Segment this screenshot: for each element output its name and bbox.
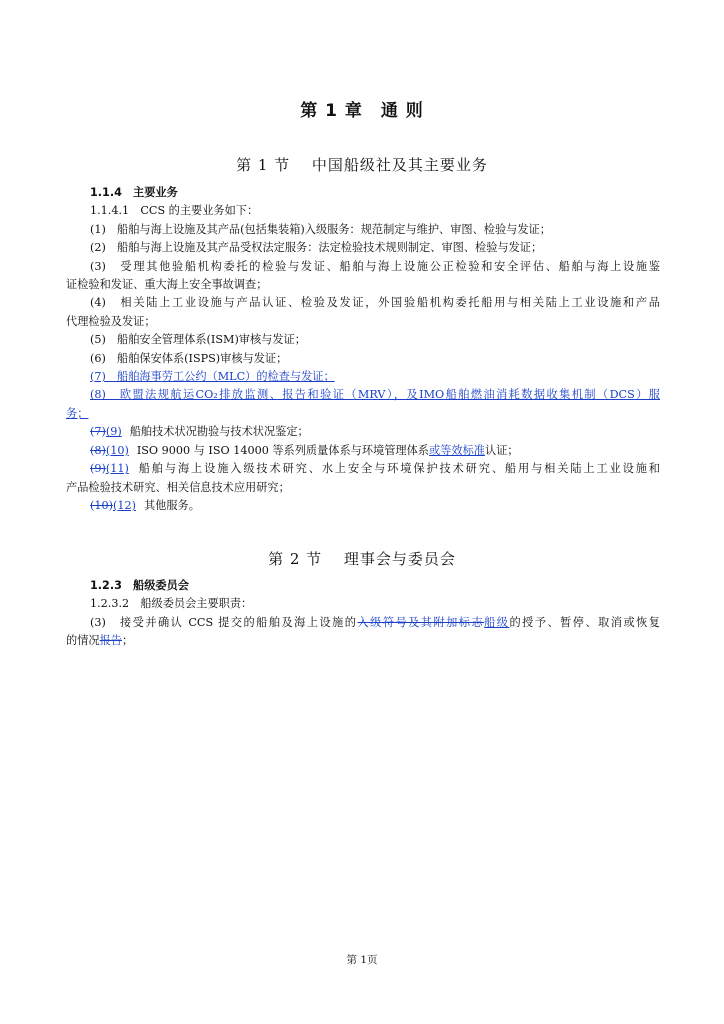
item-10 [66,442,660,460]
s2-item-3-line-2 [66,632,660,650]
item-2: (2) 船舶与海上设施及其产品受权法定服务：法定检验技术规则制定、审图、检验与发证； [90,241,543,255]
item-3-line-1: (3) 受理其他验船机构委托的检验与发证、船舶与海上设施公正检验和安全评估、船舶与海上设施鉴 [90,259,660,273]
s2-item-3-text-2: 的授予、暂停、取消或恢复 [509,615,660,629]
item-10-text-end: 认证； [484,443,519,457]
item-5: (5) 船舶安全管理体系(ISM)审核与发证； [90,333,306,347]
chapter-title: 第 1 章 通 则 [300,101,424,121]
item-7-inserted: (7) 船舶海事劳工公约（MLC）的检查与发证； [90,370,335,384]
item-1: (1) 船舶与海上设施及其产品(包括集装箱)入级服务：规范制定与维护、审图、检验与发证； [90,222,551,236]
item-11-deleted-number: (9) [90,462,106,476]
item-11-inserted-number: (11) [105,462,129,476]
s2-item-3-deleted-2: 报告 [99,634,122,648]
item-12-text: 其他服务。 [143,498,200,512]
s2-item-3-text-4: ； [121,634,134,648]
item-8-line-1-inserted: (8) 欧盟法规航运CO₂排放监测、报告和验证（MRV），及IMO船舶燃油消耗数据收集机制（DCS）服 [90,388,660,402]
item-10-inserted-number: (10) [105,443,129,457]
item-9-inserted-number: (9) [105,425,122,439]
section-1-body [66,184,660,515]
section-1-title: 第 1 节 中国船级社及其主要业务 [236,156,488,174]
clause-heading-2: 1.2.3 船级委员会 [90,579,189,592]
clause-intro: 1.1.4.1 CCS 的主要业务如下： [90,204,259,218]
item-8-line-2-inserted: 务； [66,406,89,420]
s2-item-3-line-1 [66,614,660,632]
s2-item-3-inserted: 船级 [484,615,510,629]
item-12 [66,497,660,515]
item-9-deleted-number: (7) [90,425,106,439]
item-9-text: 船舶技术状况勘验与技术状况鉴定； [129,425,309,439]
item-3-line-2: 证检验和发证、重大海上安全事故调查； [66,278,268,292]
item-11-line-2: 产品检验技术研究、相关信息技术应用研究； [66,480,290,494]
s2-item-3-deleted: 入级符号及其附加标志 [357,615,485,629]
item-10-text: ISO 9000 与 ISO 14000 等系列质量体系与环境管理体系 [136,443,429,457]
item-12-inserted-number: (12) [112,498,136,512]
section-2-body [66,577,660,651]
s2-item-3-text-3: 的情况 [66,634,100,648]
item-12-deleted-number: (10) [90,498,113,512]
section-2-title: 第 2 节 理事会与委员会 [268,550,456,568]
clause-intro-2: 1.2.3.2 船级委员会主要职责： [90,597,253,611]
item-11-text: 船舶与海上设施入级技术研究、水上安全与环境保护技术研究、船用与相关陆上工业设施和 [136,462,660,476]
page-number: 第 1页 [346,954,378,966]
item-6: (6) 船舶保安体系(ISPS)审核与发证； [90,351,288,365]
item-10-inserted-text: 或等效标准 [429,443,485,457]
item-11-line-1 [66,460,660,478]
s2-item-3-text: (3) 接受并确认 CCS 提交的船舶及海上设施的 [90,615,358,629]
item-4-line-2: 代理检验及发证； [66,314,156,328]
item-4-line-1: (4) 相关陆上工业设施与产品认证、检验及发证，外国验船机构委托船用与相关陆上工业设施和产品 [90,296,660,310]
item-9 [66,423,660,441]
clause-heading: 1.1.4 主要业务 [90,186,178,199]
item-10-deleted-number: (8) [90,443,106,457]
